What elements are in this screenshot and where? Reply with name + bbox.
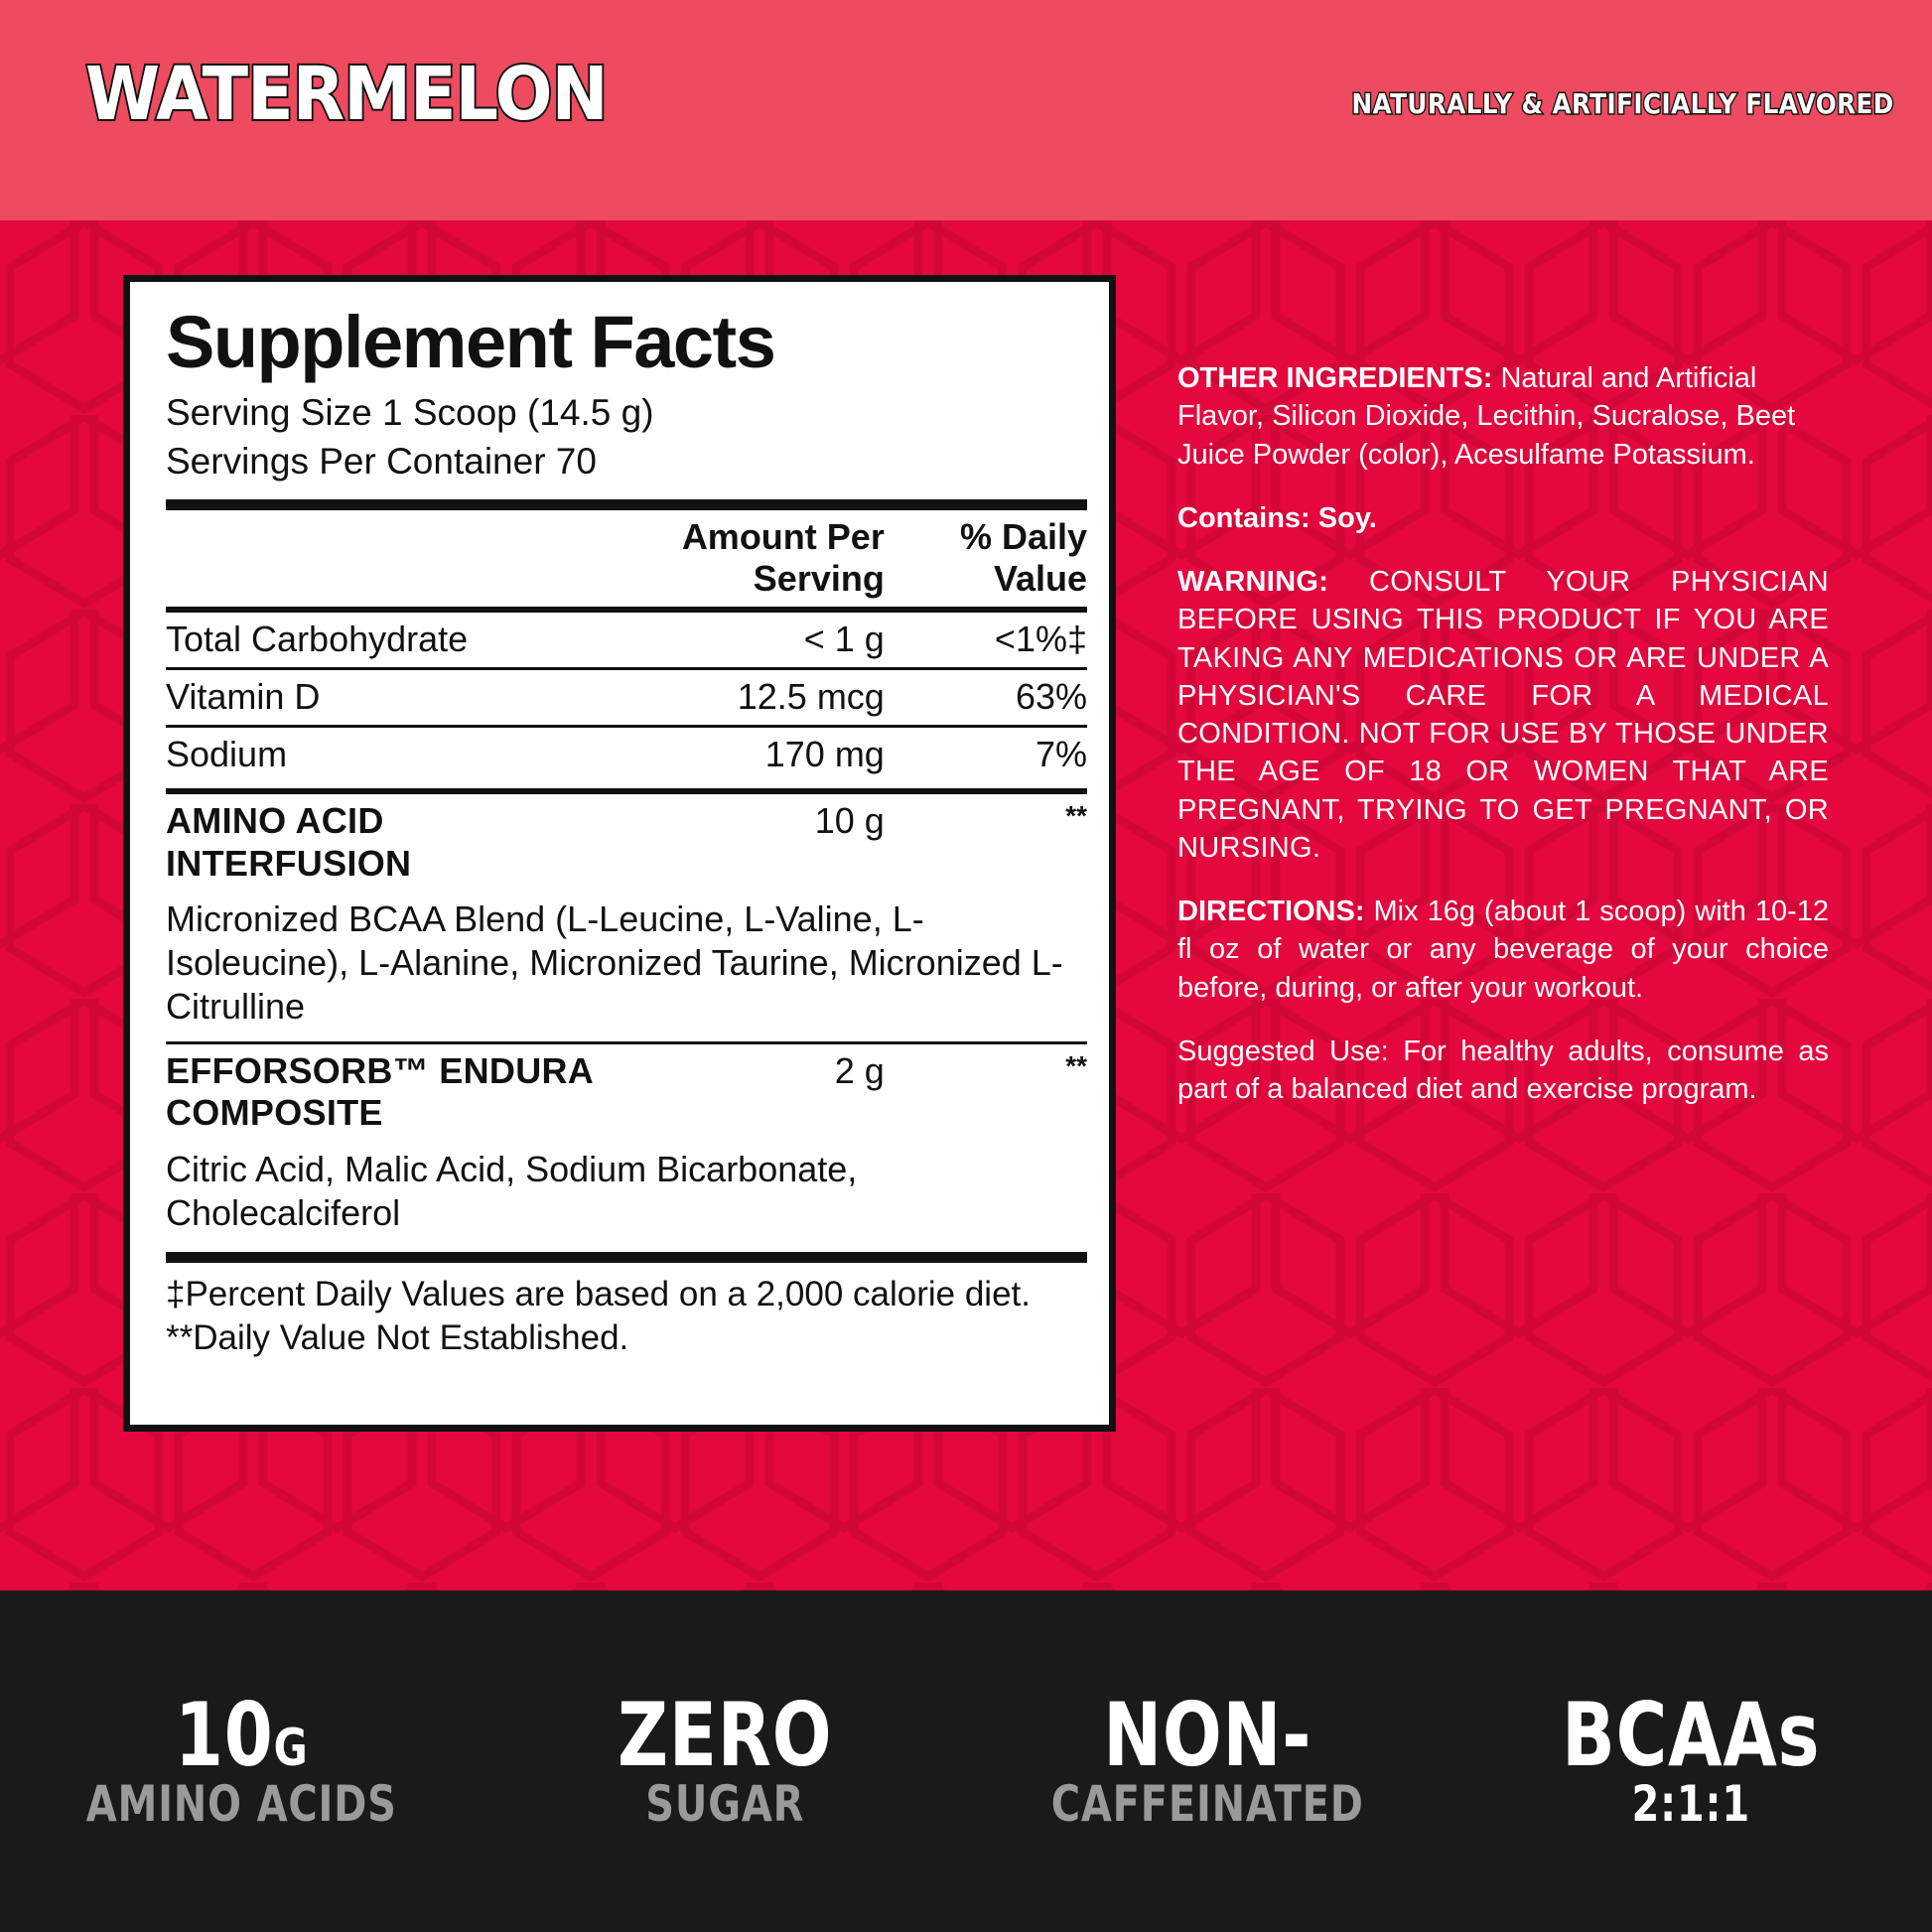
blend-2 [166,1044,1087,1242]
nutrient-dv: <1%‡ [994,619,1087,660]
claim-label: CAFFEINATED [1050,1775,1364,1834]
other-ingredients [1177,359,1829,474]
flavor-disclaimer: NATURALLY & ARTIFICIALLY FLAVORED [1351,87,1894,120]
claim-value: ZERO [617,1683,832,1786]
blend-dv: ** [1065,1050,1087,1081]
blend-ingredients: Micronized BCAA Blend (L-Leucine, L-Valine, L-Isoleucine), L-Alanine, Micronized Taurine, Micronized L-Citrulline [166,898,1063,1028]
blend-ingredients-row [166,1142,1087,1242]
other-ingredients-label: OTHER INGREDIENTS: [1177,362,1493,394]
blend-1 [166,794,1087,1035]
table-row [166,669,1087,727]
table-row [166,613,1087,669]
claim-zero-sugar [483,1683,967,1834]
claim-non-caffeinated [966,1683,1449,1834]
divider-thick-top [166,499,1087,510]
claim-label: SUGAR [644,1775,804,1834]
nutrient-amount: < 1 g [803,619,885,660]
header-blank [166,510,599,607]
nutrient-amount: 12.5 mcg [599,669,885,727]
blend-amount: 10 g [814,800,885,842]
supplement-facts-title: Supplement Facts [166,301,775,383]
blend-ingredients: Citric Acid, Malic Acid, Sodium Bicarbonate, Cholecalciferol [166,1148,858,1233]
warning-text: CONSULT YOUR PHYSICIAN BEFORE USING THIS PRODUCT IF YOU ARE TAKING ANY MEDICATIONS OR ARE UNDER A PHYSICIAN'S CARE FOR A MEDICAL CONDITION. NOT FOR USE BY THOSE UNDER THE AGE OF 18 OR WOMEN THAT ARE PREGNANT, TRYING TO GET PREGNANT, OR NURSING. [1177,566,1829,864]
blend-name: EFFORSORB™ ENDURA COMPOSITE [166,1050,593,1134]
servings-per-container: Servings Per Container 70 [166,440,597,482]
suggested-use: Suggested Use: For healthy adults, consume as part of a balanced diet and exercise program. [1177,1035,1829,1106]
divider-thick-bottom [166,1252,1087,1263]
claim-label: 2:1:1 [1631,1775,1750,1834]
claim-bcaa-ratio [1449,1683,1932,1834]
nutrient-rows [166,613,1087,782]
supplement-facts-panel [123,275,1116,1432]
directions-statement [1177,893,1829,1007]
blend-amount: 2 g [834,1050,885,1091]
warning-label: WARNING: [1177,566,1329,599]
claim-value: BCAAs [1561,1683,1820,1786]
warning-statement [1177,563,1829,867]
nutrient-amount: 170 mg [599,727,885,783]
nutrient-name: Total Carbohydrate [166,619,469,660]
nutrition-table [166,510,1087,607]
claim-amino-acids [0,1683,483,1834]
daily-value-footnote: ‡Percent Daily Values are based on a 2,000 calorie diet. **Daily Value Not Established. [166,1274,1032,1357]
product-info-column [1177,359,1829,1135]
serving-size: Serving Size 1 Scoop (14.5 g) [166,391,654,433]
nutrient-dv: 7% [885,727,1087,783]
table-row [166,727,1087,783]
directions-text: Mix 16g (about 1 scoop) with 10-12 fl oz of water or any beverage of your choice before, during, or after your workout. [1177,896,1829,1004]
claims-bar [0,1590,1932,1932]
claim-value: NON- [1103,1683,1312,1786]
blend-name: AMINO ACID INTERFUSION [166,800,412,884]
nutrient-dv: 63% [885,669,1087,727]
header-amount-per-serving: Amount Per Serving [681,516,885,600]
blend-ingredients-row [166,892,1087,1035]
table-header-row [166,510,1087,607]
blend-header-row [166,794,1087,892]
blend-header-row [166,1044,1087,1142]
nutrient-name: Sodium [166,727,599,783]
contains-text: Contains: Soy. [1177,501,1377,534]
flavor-name: WATERMELON [85,52,608,137]
claim-value: 10G [174,1683,309,1786]
nutrient-name: Vitamin D [166,669,599,727]
allergen-statement [1177,499,1829,537]
other-ingredients-text: Natural and Artificial Flavor, Silicon Dioxide, Lecithin, Sucralose, Beet Juice Powder (color), Acesulfame Potassium. [1177,362,1796,471]
claim-label: AMINO ACIDS [85,1775,397,1834]
header-daily-value: % Daily Value [959,516,1087,600]
directions-label: DIRECTIONS: [1177,896,1365,928]
blend-dv: ** [1065,800,1087,832]
flavor-banner [0,0,1932,220]
